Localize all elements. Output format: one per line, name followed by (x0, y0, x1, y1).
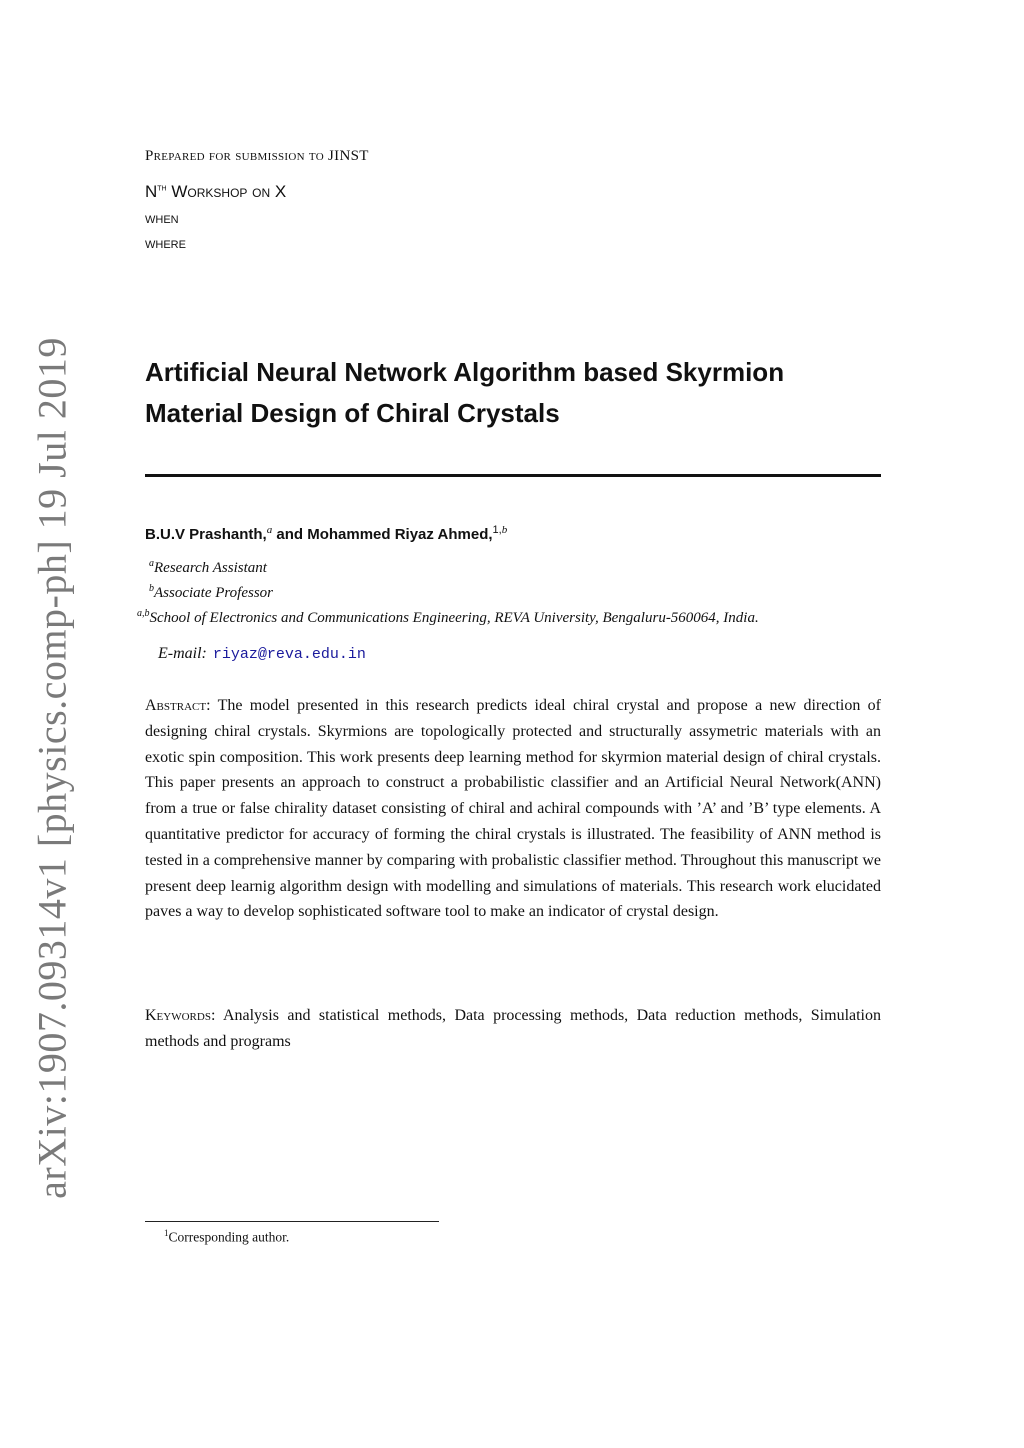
affiliation-a (149, 558, 267, 577)
affiliation-b (149, 583, 273, 602)
email-link[interactable]: riyaz@reva.edu.in (212, 646, 366, 663)
affiliation-text: Associate Professor (154, 585, 274, 601)
keywords-label: Keywords: (145, 1007, 216, 1024)
affiliation-ab (137, 608, 759, 627)
footnote-text: Corresponding author. (168, 1229, 290, 1245)
author-2: and Mohammed Riyaz Ahmed, (276, 526, 493, 543)
workshop-rest: Workshop on X (171, 182, 287, 201)
affiliation-mark: a (149, 558, 154, 569)
workshop-when: when (145, 210, 179, 227)
contact-email (158, 645, 366, 663)
author-2-affil-mark: 1,b (492, 524, 508, 536)
workshop-where: where (145, 235, 186, 252)
author-1-affil-mark: a (266, 524, 273, 536)
author-list (145, 524, 507, 543)
submission-note: Prepared for submission to JINST (145, 148, 369, 164)
affiliation-mark: a,b (137, 608, 150, 619)
keywords-text: Analysis and statistical methods, Data processing methods, Data reduction methods, Simulation methods and programs (145, 1007, 881, 1050)
workshop-n: N (145, 182, 158, 201)
author-1: B.U.V Prashanth, (145, 526, 267, 543)
footnote (164, 1228, 289, 1246)
workshop-name (145, 182, 286, 202)
abstract-text: The model presented in this research predicts ideal chiral crystal and propose a new direction of designing chiral crystals. Skyrmions are topologically protected and structurally assymetric materials with an exotic spin composition. This work presents deep learning method for skyrmion material design of chiral crystals. This paper presents an approach to construct a probabilistic classifier and an Artificial Neural Network(ANN) from a true or false chirality dataset consisting of chiral and achiral compounds with ’A’ and ’B’ type elements. A quantitative predictor for accuracy of forming the chiral crystals is illustrated. The feasibility of ANN method is tested in a comprehensive manner by comparing with probalistic classifier method. Throughout this manuscript we present deep learnig algorithm design with modelling and simulations of materials. This research work elucidated paves a way to develop sophisticated software tool to make an indicator of crystal design. (145, 697, 882, 921)
footnote-divider (145, 1221, 439, 1222)
title-divider (145, 474, 881, 477)
affiliation-text: Research Assistant (154, 560, 267, 576)
footnote-mark: 1 (164, 1228, 169, 1238)
arxiv-identifier-stamp: arXiv:1907.09314v1 [physics.comp-ph] 19 Jul 2019 (29, 337, 75, 1199)
affiliation-text: School of Electronics and Communications Engineering, REVA University, Bengaluru-560064, India. (149, 610, 759, 626)
keywords (145, 1003, 881, 1055)
abstract (145, 693, 881, 925)
workshop-th: th (157, 182, 167, 194)
abstract-label: Abstract: (145, 697, 211, 714)
email-label: E-mail: (158, 645, 207, 662)
paper-title: Artificial Neural Network Algorithm based Skyrmion Material Design of Chiral Crystals (145, 357, 785, 428)
affiliation-mark: b (149, 583, 154, 594)
